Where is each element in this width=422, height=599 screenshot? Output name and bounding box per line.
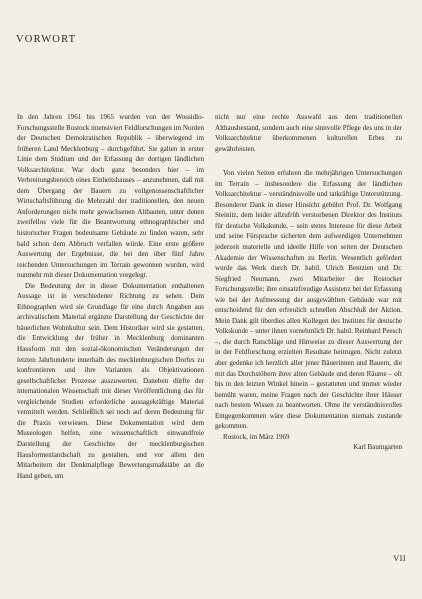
paragraph-acknowledgements: Von vielen Seiten erfuhren die mehrjährigen Untersuchungen im Terrain – insbesondere die Erfassung der ländlichen Volksarchitektur – verständnisvolle und tatkräftige Unterstützung. Besonderer Dank in dieser Hinsicht gebührt Prof. Dr. Wolfgang Steinitz, dem leider allzufrüh verstorbenen Direktor des Instituts für deutsche Volkskunde, – sein stetes Interesse für diese Arbeit und seine Fürsprache sicherten dem aufwendigen Unternehmen jederzeit materielle und ideelle Hilfe von seiten der Deutschen Akademie der Wissenschaften zu Berlin. Wesentlich gefördert wurde das Werk durch Dr. habil. Ulrich Bentzien und Dr. Siegfried Neumann, zwei Mitarbeiter der Rostocker Forschungsstelle; ihre einsatzfreudige Assistenz bei der Erfassung wie bei der Aufmessung der ausgewählten Gebäude war mit entscheidend für den erfreulich schnellen Abschluß der Aktion. Mein Dank gilt überdies allen Kollegen des Instituts für deutsche Volkskunde – unter ihnen vornehmlich Dr. habil. Reinhard Peesch –, die durch Ratschläge und Hinweise zu dieser Auswertung der in der Feldforschung erzielten Resultate beitrugen. Nicht zuletzt aber gedenke ich herzlich aller jener Bäuerinnen und Bauern, die mit das Durchstöbern ihrer alten Gebäude und deren Räume – oft bis in den letzten Winkel hinein – gestatteten und immer wieder bemüht waren, meine Fragen nach der Geschichte ihrer Häuser nach bestem Wissen zu beantworten. Ohne ihr verständnisvolles Entgegenkommen wäre diese Dokumentation niemals zustande gekommen. [215,169,402,431]
author-signature: Karl Baumgarten [353,443,402,452]
page-heading: VORWORT [16,34,77,45]
paragraph-continuation: nicht nur eine rechte Auswahl aus dem traditionellen Althausbestand, sondern auch eine sinnvolle Pflege des uns in der Volksarchitektur überkommenen kulturellen Erbes zu gewährleisten. [215,113,402,153]
paragraph-intro: In den Jahren 1961 bis 1965 wurden von der Wossidlo-Forschungsstelle Rostock intensiviert Feldforschungen im Norden der Deutschen Demokratischen Republik – überwiegend im früheren Land Mecklenburg – durchgeführt. Sie galten in erster Linie dem Studium und der Erfassung der dortigen ländlichen Volksarchitektur. War doch ganz besonders hier – im Verbreitungsbereich eines Einheitshauses – anzunehmen, daß mit dem Übergang der Bauern zu vollgenossenschaftlicher Wirtschaftsführung die Mehrzahl der traditionellen, den neuen Anforderungen nicht mehr gewachsenen Altbauten, unter denen zweifellos viele für die Beantwortung ethnographischer und historischer Fragen bedeutsame Gebäude zu finden waren, sehr bald schon dem Abbruch verfallen würde. Eine erste größere Auswertung der Ergebnisse, die bei den über fünf Jahre reichenden Untersuchungen im Terrain gewonnen wurden, wird nunmehr mit dieser Dokumentation vorgelegt. [17,113,204,280]
left-column [17,112,204,481]
right-column [215,112,402,453]
place-date: Rostock, im März 1969 [223,432,290,441]
paragraph-gap [215,154,402,168]
paragraph-significance: Die Bedeutung der in dieser Dokumentation enthaltenen Aussage ist in verschiedener Richtung zu sehen. Dem Ethnographen wird sie Grundlage für eine durch Angaben aus archivalischem Material ergänzte Darstellung der Geschichte der bäuerlichen Wohnkultur sein. Dem Historiker wird sie gestatten, die Entwicklung der früher in Mecklenburg dominanten Hausform mit den sozial-ökonomischen Veränderungen der letzten Jahrhunderte innerhalb des mecklenburgischen Dorfes zu konfrontieren und ihre Varianten als Objektivationen gesellschaftlicher Prozesse auszuwerten. Daneben dürfte der internationalen Wissenschaft mit dieser Veröffentlichung das für vergleichende Studien erforderliche aussagekräftige Material vermittelt werden. Schließlich sei noch auf deren Bedeutung für die Praxis verwiesen. Diese Dokumentation wird dem Museologen helfen, eine wissenschaftlich einwandfreie Darstellung der Geschichte der mecklenburgischen Hausformenlandschaft zu gestalten, und vor allem den Mitarbeitern der Denkmalpflege Bewertungsmaßstäbe an die Hand geben, um [17,281,204,480]
page-number: VII [393,554,406,563]
